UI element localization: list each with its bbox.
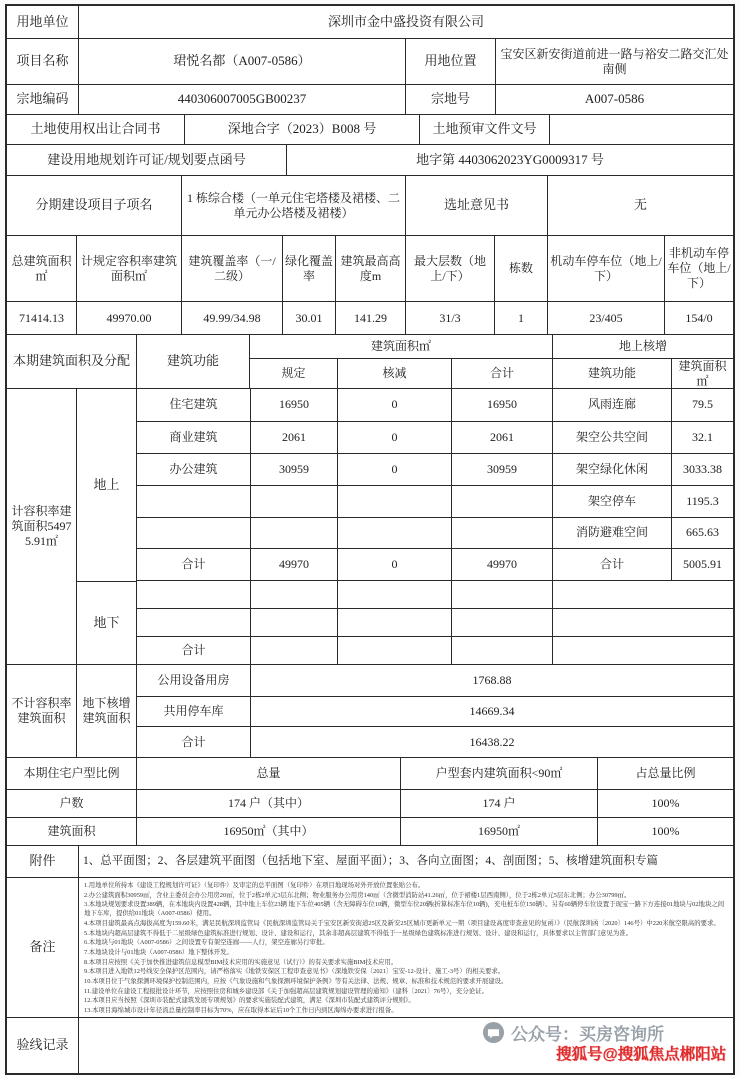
row-parcel [7,84,733,114]
non-far-label: 不计容积率建筑面积 [11,696,72,725]
housing-row-under90: 174 户 [400,790,597,817]
metric-header-cell: 总建筑面积㎡ [11,253,72,283]
allocation-row [137,389,733,421]
chat-bubble-icon [482,1021,505,1044]
bonus-func-cell: 架空绿化休闲 [552,454,671,485]
reduced-cell [337,609,451,636]
func-cell [137,486,250,517]
parcel-code-label: 宗地编码 [16,91,69,107]
wechat-watermark-text: 公众号：买房咨询所 [511,1025,664,1044]
bonus-area-header: 建筑面积㎡ [671,359,733,388]
total-cell [451,486,552,517]
parcel-code-value: 440306007005GB00237 [78,85,405,114]
bonus-func-cell: 消防避难空间 [552,518,671,549]
reduced-cell: 0 [337,549,451,580]
project-name-label: 项目名称 [16,53,69,69]
reduced-cell: 0 [337,454,451,485]
allocation-row [137,453,733,485]
planned-cell [250,609,337,636]
bonus-group-label: 地上核增 [552,335,733,358]
planned-cell: 2061 [250,422,337,453]
planned-cell [250,581,337,608]
func-cell: 合计 [181,557,206,572]
bonus-func-cell: 架空公共空间 [552,422,671,453]
planned-cell: 16950 [250,389,337,421]
sub-project-value: 1 栋综合楼（一单元住宅塔楼及裙楼、二单元办公塔楼及裙楼） [181,176,405,235]
row-sub-project [7,175,733,235]
bonus-func-cell: 架空停车 [552,486,671,517]
level-column [76,389,136,664]
site-opinion-label: 选址意见书 [405,176,547,235]
row-permit-no [7,144,733,175]
area-group-label: 建筑面积㎡ [370,339,431,353]
non-far-row-total [137,726,733,757]
allocation-function-label: 建筑功能 [136,335,249,388]
subheader-planned: 规定 [281,366,306,380]
row-housing-area [7,817,733,845]
sohu-watermark-text: 搜狐号@搜狐焦点郴阳站 [556,1046,727,1063]
housing-row-total: 174 户（其中） [136,790,400,817]
remark-line: 1.用地单位所持本《建设工程规划许可证》（复印件）及审定的总平面图（复印件）在项目地现场对外开放位置张贴公布。 [84,882,425,889]
reduced-cell [337,581,451,608]
attachment-label: 附件 [29,853,56,869]
allocation-row [137,517,733,549]
non-far-rows [136,665,733,757]
planned-cell [250,518,337,549]
non-far-name: 合计 [181,734,206,749]
total-cell: 49970 [451,549,552,580]
row-allocation-body [7,388,733,664]
planned-cell: 49970 [250,549,337,580]
contract-value: 深地合字（2023）B008 号 [184,115,419,144]
non-far-value: 1768.88 [250,665,733,696]
location-label: 用地位置 [405,39,495,84]
metric-header-cell: 栋数 [494,236,547,301]
remark-line: 5.本地块内超高层建筑不得低于二星级绿色建筑标准进行规划、设计、建设和运行，其余非超高层建筑不得低于一星级绿色建筑标准进行规划、设计、建设和运行，具体要求以主管部门意见为准。 [84,929,632,937]
metric-value-cell: 49970.00 [76,302,181,334]
remark-line: 12.本项目应当按照《深圳市装配式建筑发展专项规划》的要求实施装配式建筑，满足《深圳市装配式建筑评分规则》。 [84,997,415,1005]
metric-header-cell: 建筑覆盖率（一/二级） [181,236,282,301]
row-land-user [7,6,733,38]
non-far-name: 共用停车库 [163,703,224,718]
total-cell: 2061 [451,422,552,453]
remark-line: 7.本地块设计与01地块（A007-0586）地下整体开发。 [84,948,233,956]
land-user-label: 用地单位 [16,13,69,29]
housing-row-under90: 16950㎡ [400,818,597,845]
bonus-area-cell: 32.1 [671,422,733,453]
non-far-value: 14669.34 [250,697,733,727]
allocation-row-below-total [137,636,733,664]
bonus-merged-cell [552,609,733,636]
bonus-area-cell: 5005.91 [671,549,733,580]
allocation-rows [136,389,733,664]
below-ground-label: 地下 [77,581,136,664]
remark-line: 10.本项目位于气象探测环境保护控制范围内，应按《气象设施和气象探测环境保护条例》等有关法律、法规、规章、标准和技术规范的要求开展建设。 [84,978,508,986]
allocation-header-subgrid [249,335,733,388]
metric-value-cell: 31/3 [405,302,494,334]
planned-cell [250,486,337,517]
metric-header-cell: 机动车停车位（地上/下） [547,236,664,301]
row-attachment [7,845,733,877]
remark-line: 2.办公建筑面积30959㎡，含业主委员会办公用房20㎡，位于2栋2单元3层东北侧；物业服务办公用房140㎡（含微型消防站41.26㎡，位于裙楼1层西南侧），位于2栋2单元5层东北侧；办公30799㎡。 [84,891,631,899]
allocation-section-label: 本期建筑面积及分配 [12,353,130,369]
metric-value-cell: 23/405 [547,302,664,334]
metric-header-cell: 建筑最高高度m [335,236,405,301]
housing-row-total: 16950㎡（其中） [136,818,400,845]
row-project-name [7,38,733,84]
non-far-row [137,696,733,727]
bonus-func-cell: 风雨连廊 [552,389,671,421]
bonus-func-cell: 合计 [552,549,671,580]
bonus-area-cell: 1195.3 [671,486,733,517]
bonus-func-header: 建筑功能 [552,359,671,388]
bonus-area-cell: 3033.38 [671,454,733,485]
remark-line: 8.本项目应按照《关于加快推进建筑信息模型BIM技术应用的实施意见（试行）》的有关要求实施BIM技术应用。 [84,958,398,966]
project-name-value: 珺悦名都（A007-0586） [78,39,405,84]
housing-under90-label: 户型套内建筑面积<90㎡ [400,758,597,789]
land-user-value: 深圳市金中盛投资有限公司 [78,6,733,38]
permit-form-table [5,4,735,1075]
housing-row-name: 建筑面积 [47,824,96,838]
remark-line: 6.本地块与01地块（A007-0586）之间设置专有架空连廊——人行，架空连廊另行审批。 [84,939,329,947]
bonus-area-cell: 665.63 [671,518,733,549]
non-far-value: 16438.22 [250,727,733,757]
metric-header-cell: 非机动车停车位（地上/下） [664,236,733,301]
remark-line: 4.本项目建筑最高点海拔高度为159.60米，满足民航深圳监管局《民航深圳监管局关于宝安区新安街道25区及新安25区城市更新单元一期（项目建设高度审查意见的复函）》（民航深圳函〔2020〕146号）中220米航空限高的要求。 [84,919,720,927]
site-opinion-value: 无 [547,176,733,235]
reduced-cell [337,518,451,549]
reduced-cell: 0 [337,422,451,453]
pre-review-label: 土地预审文件文号 [419,115,549,144]
contract-label: 土地使用权出让合同书 [30,121,161,137]
row-housing-units [7,789,733,817]
remarks-label: 备注 [29,939,56,955]
allocation-row [137,421,733,453]
total-cell [451,609,552,636]
metric-value-cell: 30.01 [282,302,335,334]
reduced-cell [337,486,451,517]
row-remarks [7,877,733,1017]
subheader-total: 合计 [451,359,552,388]
row-non-far [7,664,733,757]
non-far-row [137,665,733,696]
parcel-no-value: A007-0586 [495,85,733,114]
row-housing-header [7,757,733,789]
parcel-no-label: 宗地号 [405,85,495,114]
permit-label: 建设用地规划许可证/规划要点函号 [47,151,246,167]
housing-total-label: 总量 [136,758,400,789]
row-allocation-header [7,334,733,388]
row-contract [7,114,733,144]
allocation-row-below [137,608,733,636]
row-metric-values [7,301,733,334]
remark-line: 11.建设单位在建设工程报批设计环节，应按照住房和城乡建设部《关于加强超高层建筑规划建设管理的通知》（建科〔2021〕76号），充分论证。 [84,987,488,995]
permit-value: 地字第 4403062023YG0009317 号 [286,145,733,175]
housing-section-label: 本期住宅户型比例 [23,766,120,780]
remark-line: 3.本地块规划要求设置389辆，在本地块内设置428辆，其中地上车位23辆 地下车位405辆（含无障碍车位10辆，微型车位20辆(折算标准车位10辆)，充电桩车位150辆）。另有60辆停车位设置于现宝一路下方连接01地块与02地块之间地下车库，提供给01地块（A007-0586）使用。 [84,901,725,918]
planned-cell: 30959 [250,454,337,485]
pre-review-value [549,115,733,144]
location-value: 宝安区新安街道前进一路与裕安二路交汇处南侧 [495,39,733,84]
row-metric-headers [7,235,733,301]
planned-cell [250,637,337,664]
reduced-cell: 0 [337,389,451,421]
inspection-label: 验线记录 [16,1037,69,1053]
metric-header-cell: 最大层数（地上/下） [405,236,494,301]
far-area-label: 计容积率建筑面积54975.91㎡ [11,504,72,548]
bonus-area-cell: 79.5 [671,389,733,421]
func-cell: 合计 [181,643,206,658]
non-far-name: 公用设备用房 [157,672,230,687]
allocation-row-below [137,580,733,608]
metric-value-cell: 1 [494,302,547,334]
remarks-content [78,878,733,1017]
remark-line: 13.本项目海绵城市设计年径流总量控制率目标为70%，应在取得本证后10个工作日内到区海绵办要求进行报备。 [84,1007,398,1015]
total-cell: 16950 [451,389,552,421]
attachment-content: 1、总平面图；2、各层建筑平面图（包括地下室、屋面平面）；3、各向立面图；4、剖面图；5、核增建筑面积专篇 [78,846,733,877]
remark-line: 9.本项目进入地铁12号线安全保护区范围内，请严格落实《地铁安保区工程审查意见书》（深地铁安保〔2021〕宝安-12-设计、施工-3号）的相关要求。 [84,968,505,976]
metric-header-cell: 计规定容积率建筑面积㎡ [76,236,181,301]
bonus-merged-cell [552,581,733,608]
housing-row-ratio: 100% [597,818,733,845]
total-cell [451,637,552,664]
total-cell [451,518,552,549]
func-cell [137,581,250,608]
allocation-row [137,485,733,517]
housing-row-name: 户数 [59,796,84,810]
func-cell: 办公建筑 [169,461,218,476]
func-cell: 商业建筑 [169,429,218,444]
bonus-merged-cell [552,637,733,664]
housing-row-ratio: 100% [597,790,733,817]
subheader-reduced: 核减 [337,359,451,388]
metric-value-cell: 71414.13 [19,310,64,325]
metric-header-cell: 绿化覆盖率 [282,236,335,301]
metric-value-cell: 49.99/34.98 [181,302,282,334]
reduced-cell [337,637,451,664]
allocation-row-total [137,548,733,580]
func-cell: 住宅建筑 [169,397,218,412]
metric-value-cell: 154/0 [664,302,733,334]
non-far-sub-label: 地下核增建筑面积 [76,665,136,757]
above-ground-label: 地上 [93,476,120,492]
func-cell [137,518,250,549]
func-cell [137,609,250,636]
total-cell [451,581,552,608]
sub-project-label: 分期建设项目子项名 [35,197,153,213]
metric-value-cell: 141.29 [335,302,405,334]
housing-ratio-label: 占总量比例 [597,758,733,789]
total-cell: 30959 [451,454,552,485]
